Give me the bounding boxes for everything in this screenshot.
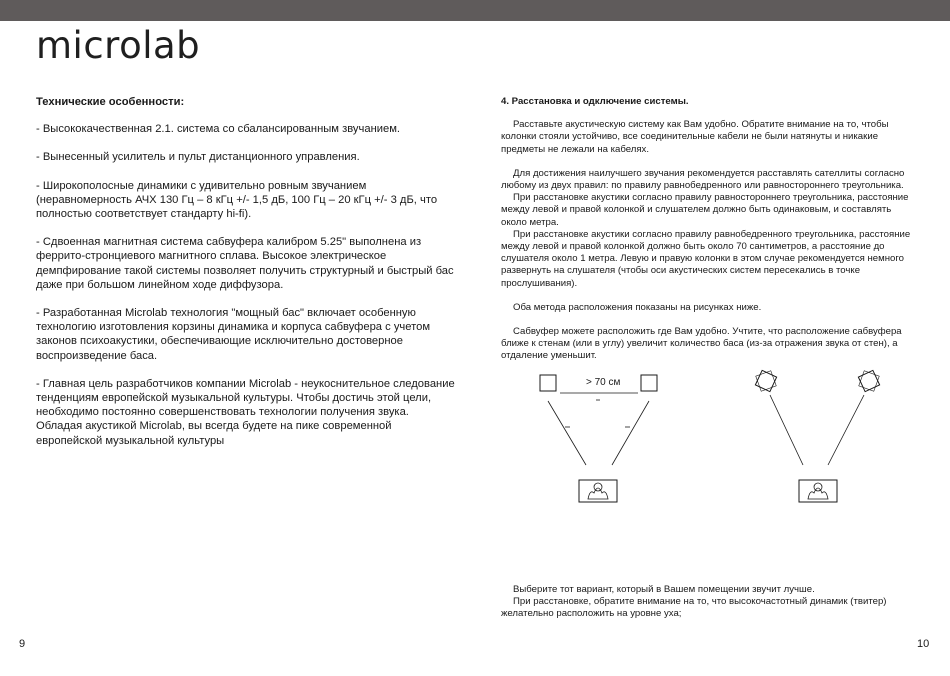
page-number-right: 10: [917, 638, 930, 650]
bottom-text: [501, 584, 911, 621]
isosceles-diagram: [540, 375, 657, 502]
placement-heading: 4. Расстановка и одключение системы.: [501, 96, 689, 107]
features-heading: Технические особенности:: [36, 96, 185, 108]
right-column: [501, 96, 911, 363]
placement-paragraph: Оба метода расположения показаны на рисунках ниже.: [513, 301, 762, 313]
distance-label: > 70 см: [586, 377, 621, 388]
right-speaker-icon: [854, 366, 884, 396]
placement-paragraph: Расставьте акустическую систему как Вам удобно. Обратите внимание на то, чтобы колонки стояли устойчиво, все соединительные кабели не были натянуты и никакие предметы не лежали на кабелях.: [501, 119, 889, 155]
brand-logo: microlab: [36, 24, 201, 67]
listener-icon: [799, 480, 837, 502]
feature-paragraph: - Разработанная Microlab технология "мощный бас" включает особенную технологию изготовления корзины динамика и корпуса сабвуфера с учетом законов психоакустики, обеспечивающие исключительно достоверное воспроизведение баса.: [36, 307, 431, 362]
placement-diagram: [520, 365, 920, 515]
feature-paragraph: - Сдвоенная магнитная система сабвуфера калибром 5.25" выполнена из феррито-стронциевого магнитного сплава. Высокое электрическое демпфирование такой системы позволяет получить структурный и быстрый бас даже при большом линейном ходе диффузора.: [36, 236, 454, 291]
feature-paragraph: - Главная цель разработчиков компании Microlab - неукоснительное следование тенденциям европейской музыкальной культуры. Чтобы достичь этой цели, необходимо постоянно совершенствовать технологии получения звука. Обладая акустикой Microlab, вы всегда будете на пике современной европейской музыкальной культуры: [36, 377, 455, 447]
page-number-left: 9: [19, 638, 26, 650]
left-speaker-icon: [540, 375, 556, 391]
top-bar: [0, 0, 950, 21]
feature-paragraph: - Высококачественная 2.1. система со сбалансированным звучанием.: [36, 123, 401, 136]
placement-paragraph: При расстановке, обратите внимание на то, что высокочастотный динамик (твитер) желательно расположить на уровне уха;: [501, 596, 887, 620]
placement-paragraph: Для достижения наилучшего звучания рекомендуется расставлять сателлиты согласно любому из двух правил: по правилу равнобедренного или равностороннего треугольника.: [501, 167, 905, 192]
left-column: [36, 95, 456, 462]
placement-paragraph: При расстановке акустики согласно правилу равнобедренного треугольника, расстояние между левой и правой колонкой должно быть около 70 сантиметров, а расстояние до слушателя около 1 метра. Левую и правую колонки в этом случае рекомендуется немного развернуть на слушателя (чтобы оси акустических систем пересекались в точке прослушивания).: [501, 228, 911, 289]
placement-paragraph: При расстановке акустики согласно правилу равностороннего треугольника, расстояние между левой и правой колонкой и слушателем должно быть одинаковым, и составлять около метра.: [501, 192, 909, 228]
placement-paragraph: Сабвуфер можете расположить где Вам удобно. Учтите, что расположение сабвуфера ближе к стенам (или в углу) увеличит количество баса (из-за отражения звука от стен), а отдаление уменьшит.: [501, 326, 902, 362]
placement-paragraph: Выберите тот вариант, который в Вашем помещении звучит лучше.: [513, 584, 815, 595]
listener-icon: [579, 480, 617, 502]
feature-paragraph: - Широкополосные динамики с удивительно ровным звучанием (неравномерность АЧХ 130 Гц – 8 кГц +/- 1,5 дБ, 100 Гц – 20 кГц +/- 3 дБ, что полностью соответствует стандарту hi-fi).: [36, 179, 438, 221]
right-speaker-icon: [641, 375, 657, 391]
feature-paragraph: - Вынесенный усилитель и пульт дистанционного управления.: [36, 151, 360, 164]
left-speaker-icon: [751, 366, 781, 396]
equilateral-diagram: [751, 366, 884, 502]
